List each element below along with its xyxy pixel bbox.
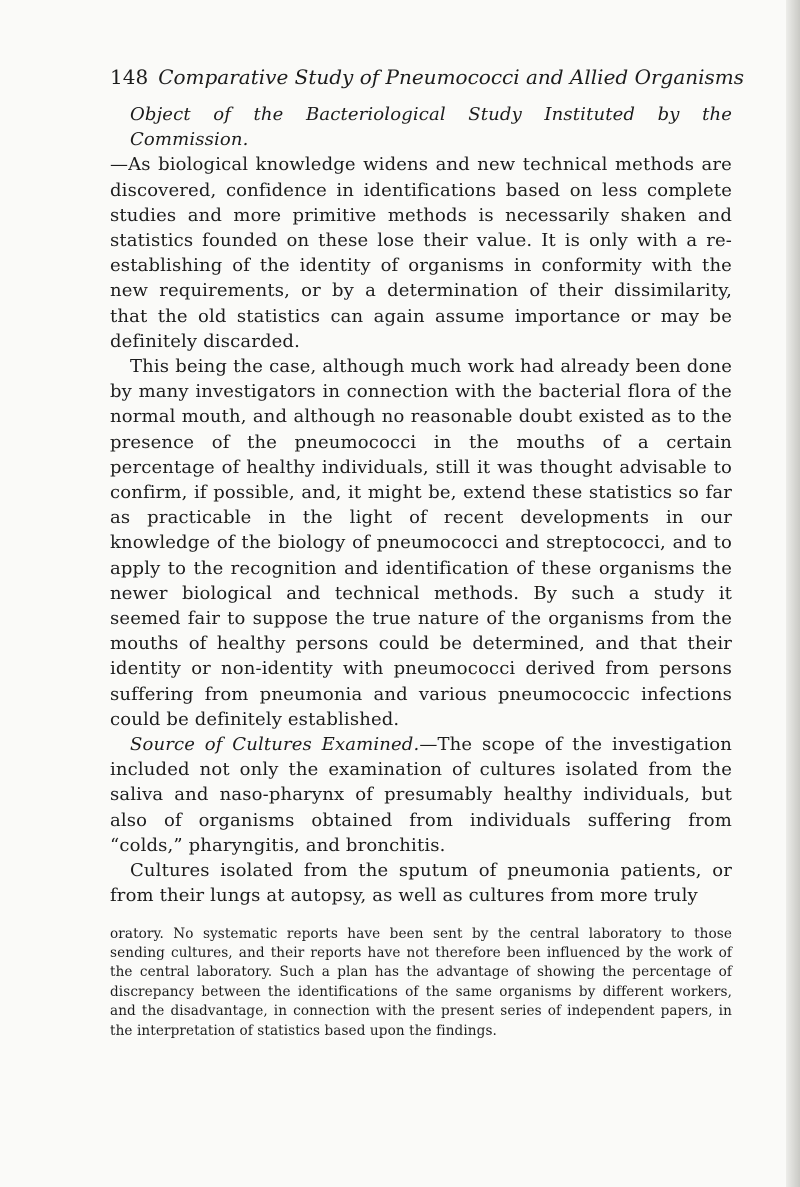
- running-header: [110, 64, 745, 90]
- page-number: 148: [110, 65, 149, 89]
- paragraph-this-being: [110, 354, 732, 732]
- book-page: [110, 64, 745, 1041]
- section-heading-source: Source of Cultures Examined.: [130, 734, 420, 756]
- paragraph-source-text: —The scope of the investigation included not only the examination of cultures isolated from the saliva and naso-pharynx of presumably healthy individuals, but also of organisms obtained from individuals suffering from “colds,” pharyngitis, and bronchitis.: [110, 734, 732, 856]
- paragraph-object: [110, 102, 732, 354]
- section-heading-object: Object of the Bacteriological Study Instituted by the Commission.: [130, 104, 732, 151]
- footnote-text: oratory. No systematic reports have been sent by the central laboratory to those sending cultures, and their reports have not therefore been influenced by the work of the central laboratory. Such a plan has the advantage of showing the percentage of discrepancy between the identifications of the same organisms by different workers, and the disadvantage, in connection with the present series of independent papers, in the interpretation of statistics based upon the findings.: [110, 925, 732, 1039]
- paragraph-cultures: [110, 858, 732, 908]
- running-title: Comparative Study of Pneumococci and Allied Organisms: [158, 65, 745, 89]
- footnote: [110, 925, 732, 1041]
- paragraph-object-text: —As biological knowledge widens and new technical methods are discovered, confidence in identifications based on less complete studies and more primitive methods is necessarily shaken and statistics founded on these lose their value. It is only with a re-establishing of the identity of organisms in conformity with the new requirements, or by a determination of their dissimilarity, that the old statistics can again assume importance or may be definitely discarded.: [110, 154, 732, 352]
- paragraph-source: [110, 732, 732, 858]
- paragraph-this-being-text: This being the case, although much work had already been done by many investigators in connection with the bacterial flora of the normal mouth, and although no reasonable doubt existed as to the presence of the pneumococci in the mouths of a certain percentage of healthy individuals, still it was thought advisable to confirm, if possible, and, it might be, extend these statistics so far as practicable in the light of recent developments in our knowledge of the biology of pneumococci and streptococci, and to apply to the recognition and identification of these organisms the newer biological and technical methods. By such a study it seemed fair to suppose the true nature of the organisms from the mouths of healthy persons could be determined, and that their identity or non-identity with pneumococci derived from persons suffering from pneumonia and various pneumococcic infections could be definitely established.: [110, 356, 732, 730]
- page-edge-shadow: [786, 0, 800, 1187]
- paragraph-cultures-text: Cultures isolated from the sputum of pneumonia patients, or from their lungs at autopsy, as well as cultures from more truly: [110, 860, 732, 907]
- body-text: [110, 102, 732, 909]
